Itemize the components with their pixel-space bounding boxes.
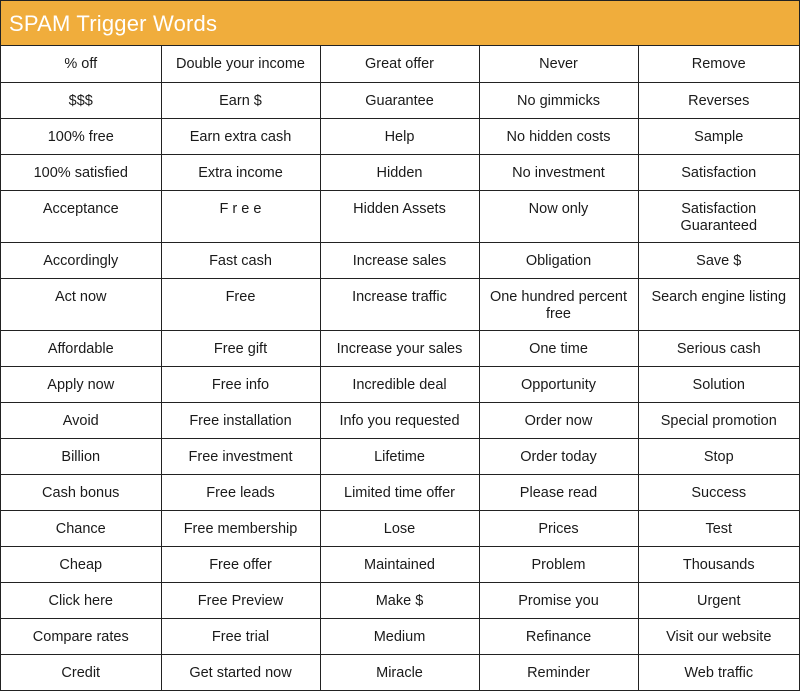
table-cell: Success — [638, 474, 799, 510]
table-cell: F r e e — [161, 190, 320, 242]
table-row — [1, 654, 799, 690]
table-cell: Avoid — [1, 402, 161, 438]
table-cell: Guarantee — [320, 82, 479, 118]
table-cell: Free gift — [161, 330, 320, 366]
table-cell: Extra income — [161, 154, 320, 190]
table-cell: Help — [320, 118, 479, 154]
table-cell: Solution — [638, 366, 799, 402]
table-cell: Miracle — [320, 654, 479, 690]
table-cell: Stop — [638, 438, 799, 474]
table-row — [1, 618, 799, 654]
table-cell: Prices — [479, 510, 638, 546]
spam-words-table — [1, 46, 799, 690]
table-cell: Promise you — [479, 582, 638, 618]
table-cell: Remove — [638, 46, 799, 82]
table-cell: Great offer — [320, 46, 479, 82]
table-cell: Opportunity — [479, 366, 638, 402]
table-row — [1, 510, 799, 546]
table-cell: Free trial — [161, 618, 320, 654]
table-cell: Maintained — [320, 546, 479, 582]
table-cell: Fast cash — [161, 242, 320, 278]
table-cell: Save $ — [638, 242, 799, 278]
table-cell: Never — [479, 46, 638, 82]
table-cell: No hidden costs — [479, 118, 638, 154]
table-row — [1, 82, 799, 118]
table-cell: Urgent — [638, 582, 799, 618]
table-cell: Special promotion — [638, 402, 799, 438]
table-cell: Billion — [1, 438, 161, 474]
table-cell: Info you requested — [320, 402, 479, 438]
table-row — [1, 582, 799, 618]
table-cell: Free leads — [161, 474, 320, 510]
table-cell: Lifetime — [320, 438, 479, 474]
table-cell: Acceptance — [1, 190, 161, 242]
table-cell: Please read — [479, 474, 638, 510]
table-cell: Satisfaction Guaranteed — [638, 190, 799, 242]
table-body — [1, 46, 799, 690]
table-cell: Free Preview — [161, 582, 320, 618]
table-cell: Click here — [1, 582, 161, 618]
table-cell: $$$ — [1, 82, 161, 118]
table-cell: Increase sales — [320, 242, 479, 278]
table-cell: Web traffic — [638, 654, 799, 690]
table-cell: One time — [479, 330, 638, 366]
table-cell: Increase traffic — [320, 278, 479, 330]
table-cell: Medium — [320, 618, 479, 654]
table-cell: Cheap — [1, 546, 161, 582]
table-cell: Double your income — [161, 46, 320, 82]
table-cell: Hidden Assets — [320, 190, 479, 242]
table-cell: Apply now — [1, 366, 161, 402]
table-cell: Compare rates — [1, 618, 161, 654]
table-cell: Free installation — [161, 402, 320, 438]
table-cell: No gimmicks — [479, 82, 638, 118]
table-cell: Order today — [479, 438, 638, 474]
table-cell: Affordable — [1, 330, 161, 366]
table-cell: Limited time offer — [320, 474, 479, 510]
table-cell: Serious cash — [638, 330, 799, 366]
table-cell: Accordingly — [1, 242, 161, 278]
table-cell: Sample — [638, 118, 799, 154]
table-cell: Satisfaction — [638, 154, 799, 190]
table-cell: Reminder — [479, 654, 638, 690]
table-cell: Reverses — [638, 82, 799, 118]
table-cell: Increase your sales — [320, 330, 479, 366]
table-row — [1, 474, 799, 510]
table-cell: Free investment — [161, 438, 320, 474]
table-cell: One hundred percent free — [479, 278, 638, 330]
table-cell: Visit our website — [638, 618, 799, 654]
table-cell: Get started now — [161, 654, 320, 690]
table-cell: Make $ — [320, 582, 479, 618]
table-cell: Earn $ — [161, 82, 320, 118]
table-cell: Problem — [479, 546, 638, 582]
table-cell: Free offer — [161, 546, 320, 582]
table-cell: % off — [1, 46, 161, 82]
table-cell: No investment — [479, 154, 638, 190]
table-cell: Free membership — [161, 510, 320, 546]
table-row — [1, 546, 799, 582]
table-cell: Incredible deal — [320, 366, 479, 402]
table-row — [1, 190, 799, 242]
table-cell: 100% satisfied — [1, 154, 161, 190]
table-cell: Lose — [320, 510, 479, 546]
table-cell: Credit — [1, 654, 161, 690]
table-row — [1, 402, 799, 438]
table-cell: 100% free — [1, 118, 161, 154]
table-cell: Hidden — [320, 154, 479, 190]
table-cell: Thousands — [638, 546, 799, 582]
table-cell: Now only — [479, 190, 638, 242]
table-cell: Free info — [161, 366, 320, 402]
table-cell: Act now — [1, 278, 161, 330]
table-row — [1, 278, 799, 330]
table-cell: Chance — [1, 510, 161, 546]
table-cell: Free — [161, 278, 320, 330]
table-cell: Cash bonus — [1, 474, 161, 510]
table-title: SPAM Trigger Words — [1, 1, 799, 46]
table-row — [1, 118, 799, 154]
table-row — [1, 438, 799, 474]
table-row — [1, 330, 799, 366]
table-cell: Test — [638, 510, 799, 546]
table-cell: Refinance — [479, 618, 638, 654]
table-cell: Obligation — [479, 242, 638, 278]
table-row — [1, 46, 799, 82]
table-row — [1, 366, 799, 402]
table-row — [1, 242, 799, 278]
table-cell: Order now — [479, 402, 638, 438]
table-row — [1, 154, 799, 190]
table-cell: Earn extra cash — [161, 118, 320, 154]
table-cell: Search engine listing — [638, 278, 799, 330]
